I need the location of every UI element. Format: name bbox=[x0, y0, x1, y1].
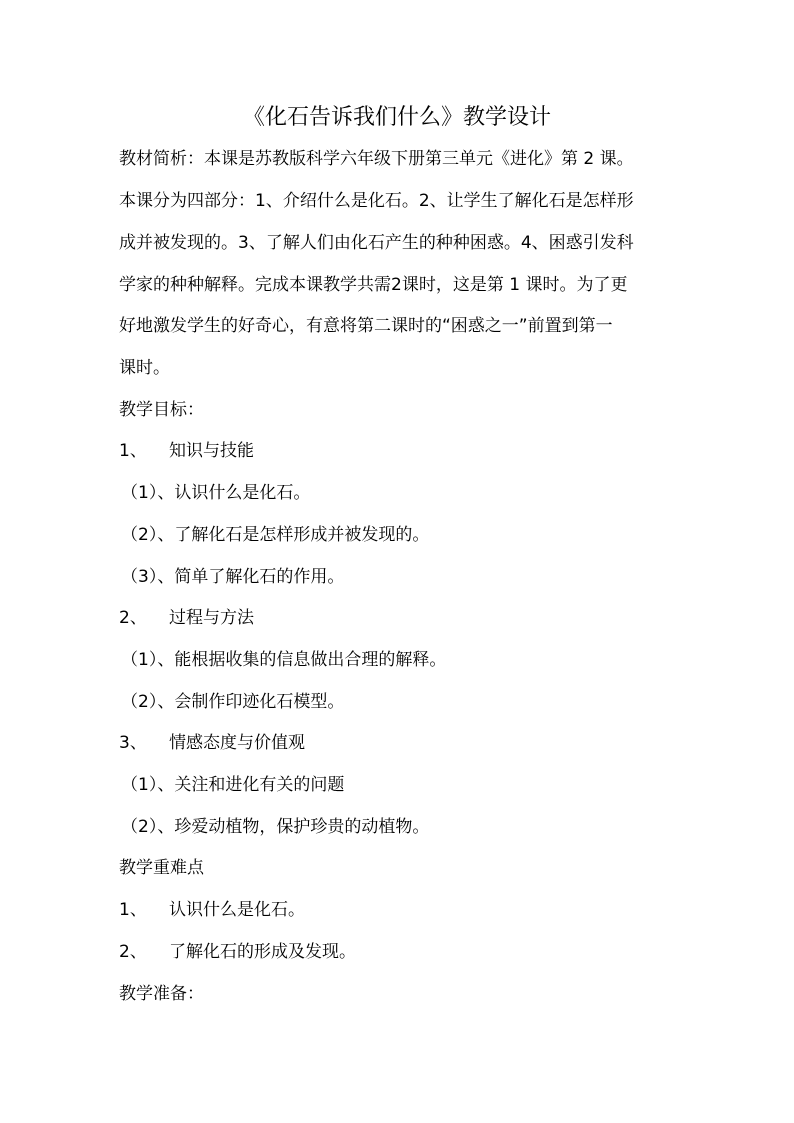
section-number: 2、 bbox=[119, 608, 147, 628]
key-point-item bbox=[119, 895, 305, 925]
section-label: 情感态度与价值观 bbox=[169, 733, 305, 753]
objectives-heading: 教学目标： bbox=[119, 400, 204, 420]
section-number: 3、 bbox=[119, 733, 147, 753]
intro-line: 好地激发学生的好奇心，有意将第二课时的“困惑之一”前置到第一 bbox=[119, 316, 613, 336]
document-title: 《化石告诉我们什么》教学设计 bbox=[242, 105, 551, 130]
intro-line: 教材简析：本课是苏教版科学六年级下册第三单元《进化》第 2 课。 bbox=[119, 149, 634, 169]
objective-item: （2）、会制作印迹化石模型。 bbox=[121, 692, 345, 712]
objective-item: （1）、能根据收集的信息做出合理的解释。 bbox=[121, 650, 447, 670]
objective-item: （1）、认识什么是化石。 bbox=[121, 483, 311, 503]
intro-line: 课时。 bbox=[119, 358, 170, 378]
intro-line: 成并被发现的。3、了解人们由化石产生的种种困惑。4、困惑引发科 bbox=[119, 233, 634, 253]
objective-item: （2）、珍爱动植物，保护珍贵的动植物。 bbox=[121, 817, 430, 837]
objective-item: （3）、简单了解化石的作用。 bbox=[121, 567, 345, 587]
section-number: 1、 bbox=[119, 441, 147, 461]
objective-item: （2）、了解化石是怎样形成并被发现的。 bbox=[121, 525, 430, 545]
key-point-number: 2、 bbox=[119, 942, 147, 962]
key-point-number: 1、 bbox=[119, 900, 147, 920]
preparation-heading: 教学准备： bbox=[119, 984, 204, 1004]
key-points-heading: 教学重难点 bbox=[119, 858, 204, 878]
key-point-label: 认识什么是化石。 bbox=[169, 900, 305, 920]
objective-item: （1）、关注和进化有关的问题 bbox=[121, 775, 345, 795]
objective-section-2 bbox=[119, 603, 254, 633]
objective-section-1 bbox=[119, 436, 254, 466]
key-point-label: 了解化石的形成及发现。 bbox=[169, 942, 356, 962]
intro-line: 本课分为四部分：1、介绍什么是化石。2、让学生了解化石是怎样形 bbox=[119, 191, 634, 211]
intro-line: 学家的种种解释。完成本课教学共需2课时，这是第 1 课时。为了更 bbox=[119, 275, 628, 295]
objective-section-3 bbox=[119, 728, 305, 758]
section-label: 过程与方法 bbox=[169, 608, 254, 628]
section-label: 知识与技能 bbox=[169, 441, 254, 461]
key-point-item bbox=[119, 937, 356, 967]
